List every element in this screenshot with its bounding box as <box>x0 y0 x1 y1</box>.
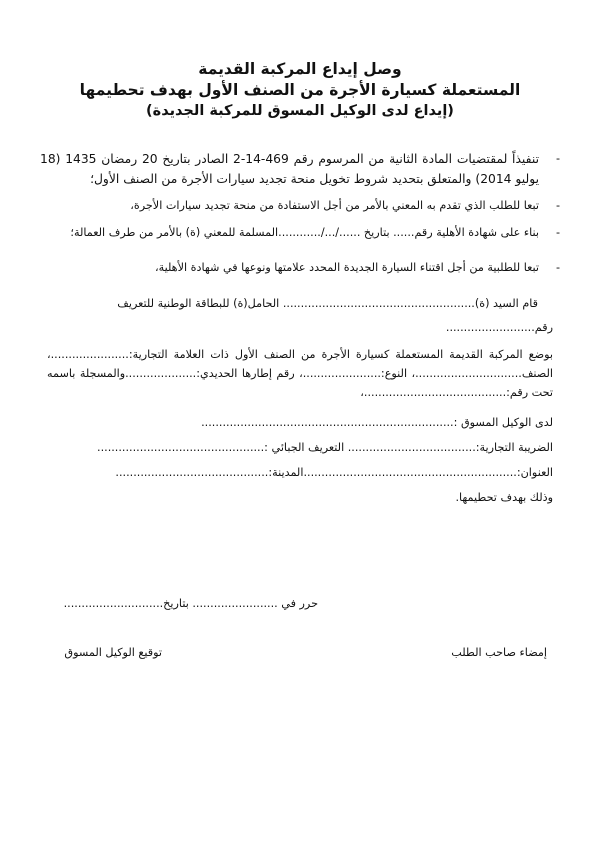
form-tax-line: الضريبة التجارية:.................................... التعريف الجبائي :............................................... <box>97 441 553 454</box>
bullet-text: تبعا للطلبية من أجل اقتناء السيارة الجديدة المحدد علامتها ونوعها في شهادة الأهلية، <box>154 261 539 274</box>
bullet-text: تنفيذاً لمقتضيات المادة الثانية من المرسوم رقم 469-14-2 الصادر بتاريخ 20 رمضان 1435 (18 يوليو 2014) والمتعلق بتحديد شروط تخويل منحة تجديد سيارات الأجرة من الصنف الأول؛ <box>40 152 539 186</box>
bullet-certificate <box>40 223 560 242</box>
bullet-dash: - <box>555 199 560 212</box>
bullet-decree <box>40 149 560 189</box>
signature-applicant: إمضاء صاحب الطلب <box>451 646 547 659</box>
form-holder-line: قام السيد (ة)...................................................... الحامل(ة) للبطاقة الوطنية للتعريف <box>117 297 538 310</box>
bullet-request <box>40 196 560 215</box>
form-vehicle-paragraph: بوضع المركبة القديمة المستعملة كسيارة الأجرة من الصنف الأول ذات العلامة التجارية:......................، الصنف..............................، النوع:......................، رقم إطارها الحديدي:....................والمسجلة باسمه تحت رقم:........................................، <box>47 348 553 399</box>
title-line-2: المستعملة كسيارة الأجرة من الصنف الأول بهدف تحطيمها <box>79 81 521 99</box>
form-address-line: العنوان:............................................................المدينة:........................................... <box>115 466 553 479</box>
form-agent-line: لدى الوكيل المسوق :....................................................................... <box>201 416 553 429</box>
title-line-1: وصل إيداع المركبة القديمة <box>198 60 402 78</box>
bullet-dash: - <box>555 226 560 239</box>
bullet-text: بناء على شهادة الأهلية رقم...... بتاريخ ....../.../............المسلمة للمعني (ة) بالأمر من طرف العمالة؛ <box>70 226 539 239</box>
bullet-dash: - <box>555 152 560 165</box>
bullet-text: تبعا للطلب الذي تقدم به المعني بالأمر من أجل الاستفادة من منحة تجديد سيارات الأجرة، <box>130 199 539 212</box>
form-id-number-line: رقم......................... <box>445 321 553 334</box>
signature-agent: توقيع الوكيل المسوق <box>64 646 162 659</box>
bullet-dash: - <box>555 261 560 274</box>
bullet-order <box>40 258 560 277</box>
title-line-3: (إيداع لدى الوكيل المسوق للمركبة الجديدة) <box>146 103 454 119</box>
form-closing-line: وذلك بهدف تحطيمها. <box>455 491 553 504</box>
signature-place-date: حرر في ........................ بتاريخ............................ <box>63 597 318 610</box>
